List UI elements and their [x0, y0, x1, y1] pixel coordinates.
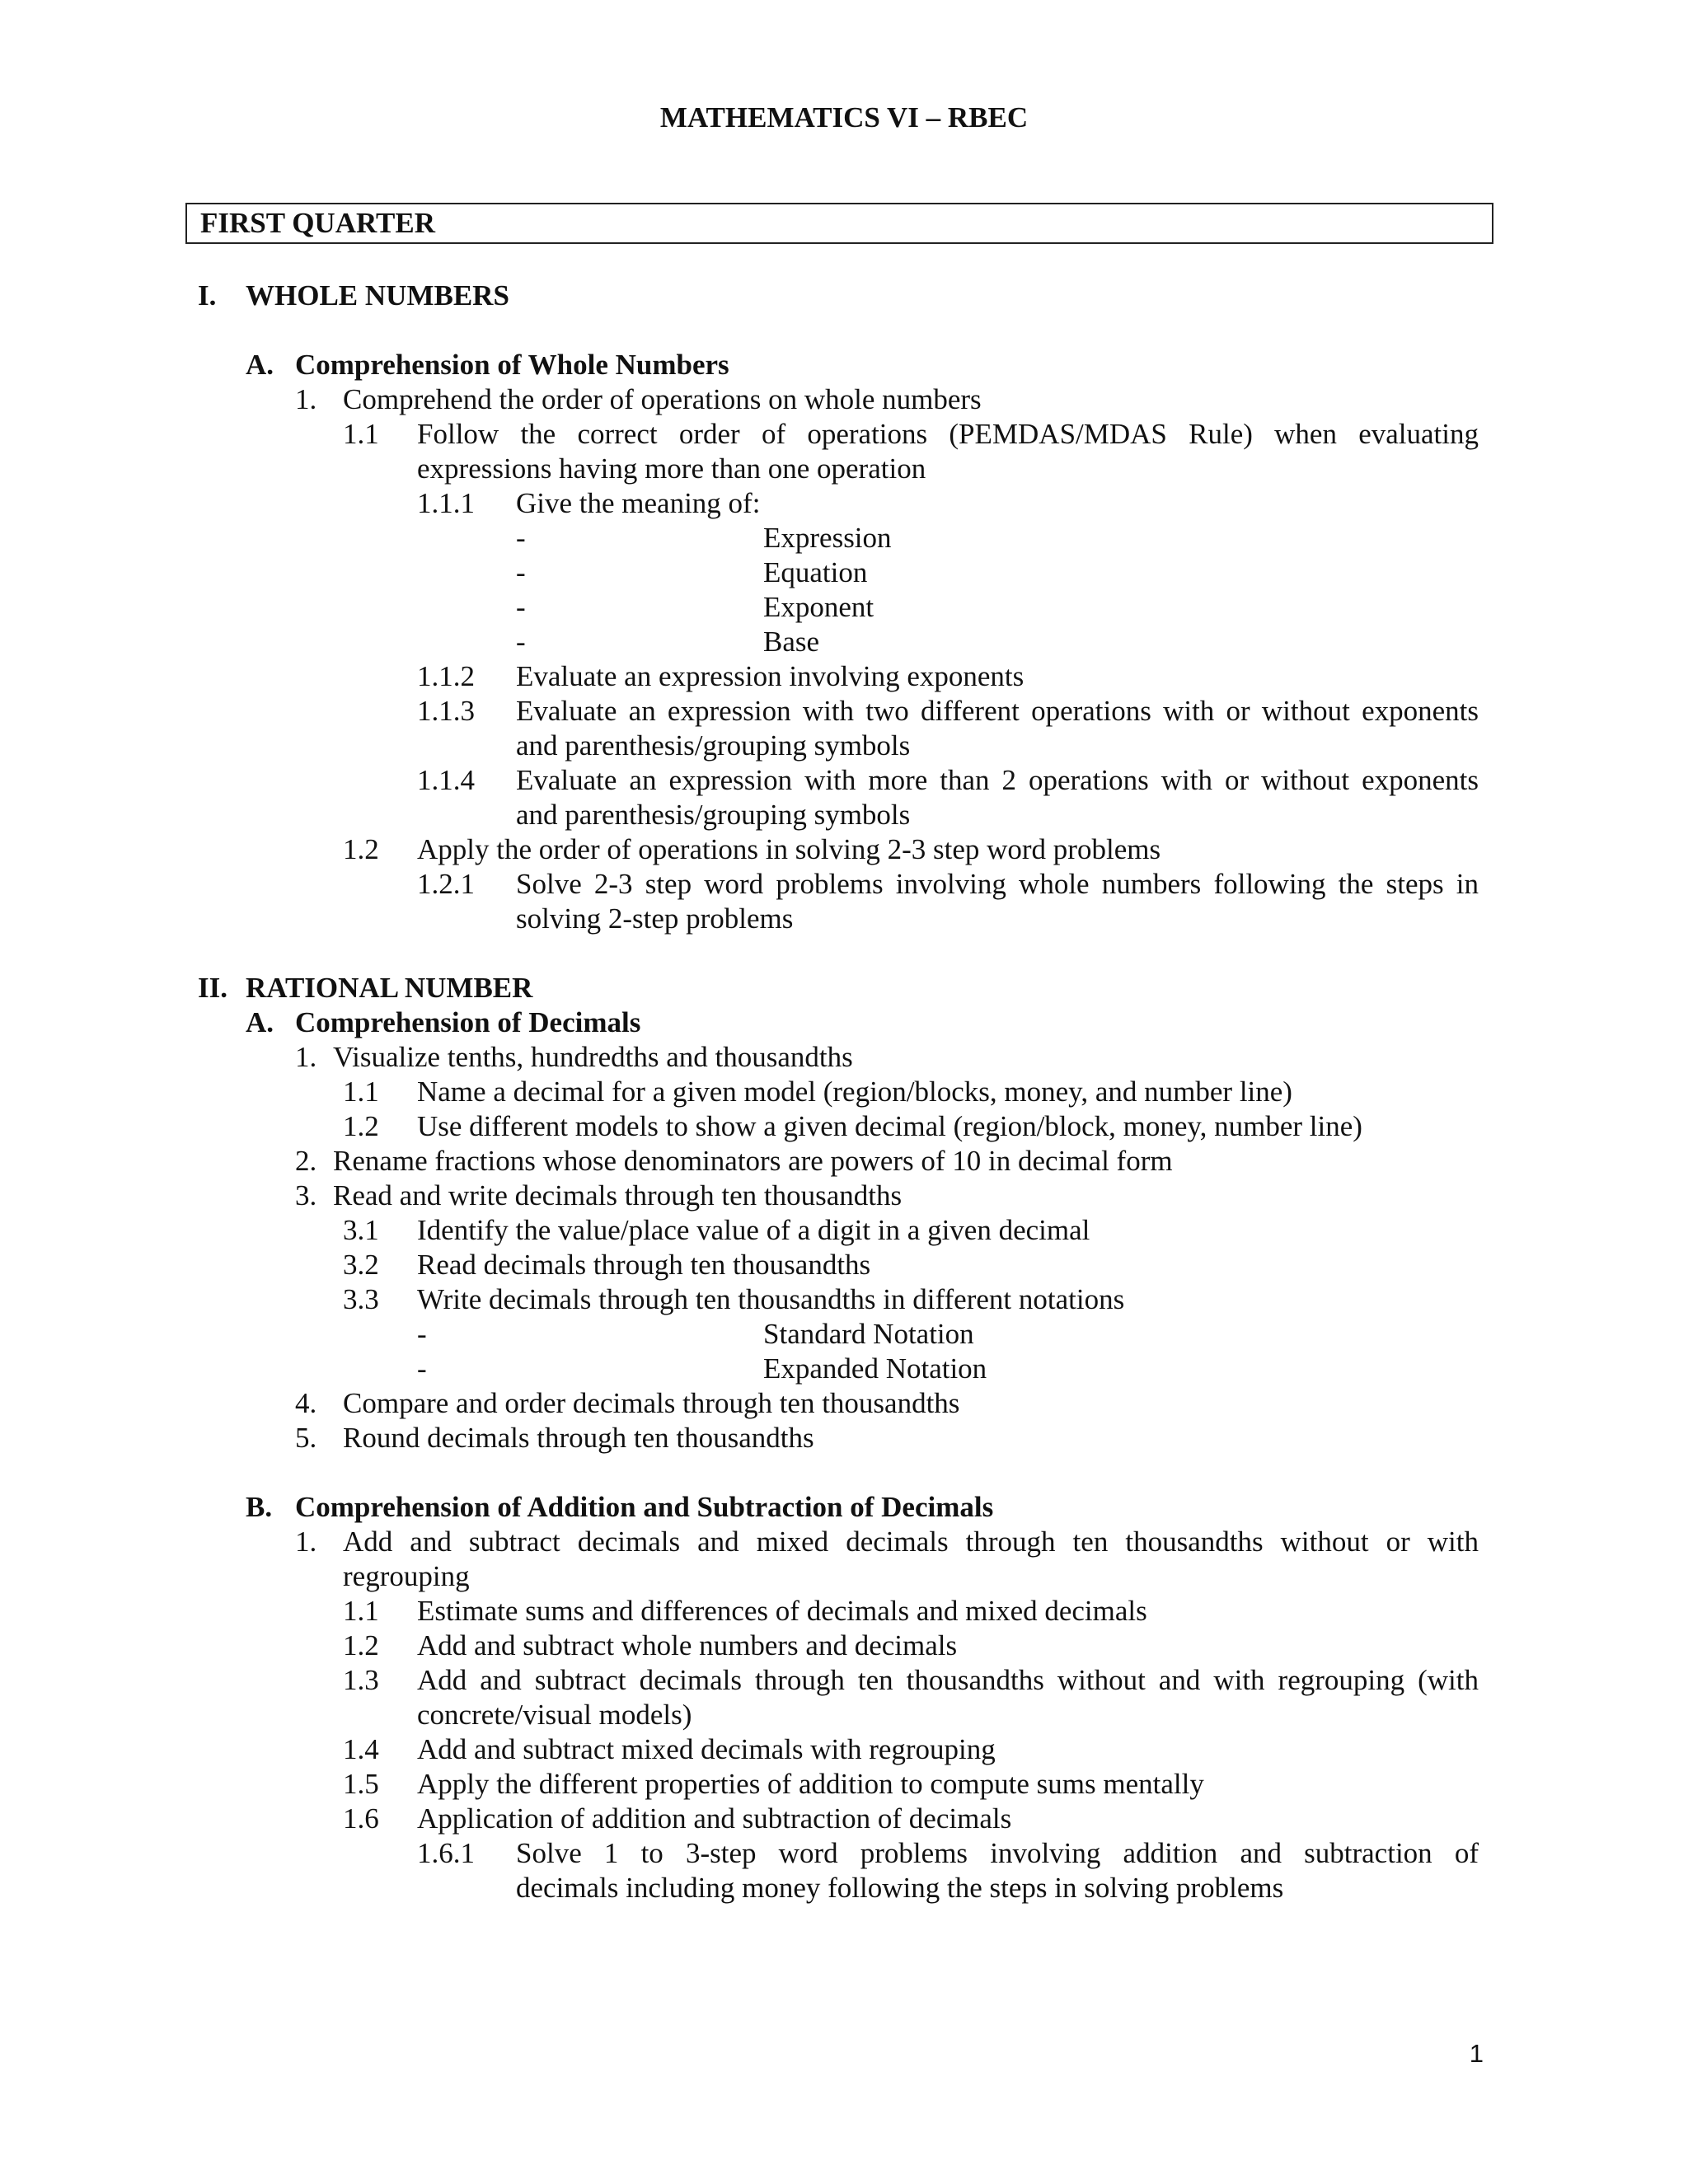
item-number: 1.6 [343, 1802, 379, 1835]
item-number: 1.1.2 [417, 660, 475, 692]
item-number: 1. [295, 1041, 317, 1073]
item-text-continued: concrete/visual models) [417, 1699, 692, 1731]
item-text: Add and subtract decimals and mixed decimals through ten thousandths without or with [343, 1526, 1479, 1558]
dash-bullet: - [516, 626, 526, 658]
quarter-heading-box: FIRST QUARTER [185, 203, 1493, 244]
item-text-continued: and parenthesis/grouping symbols [516, 799, 911, 831]
item-text: Add and subtract mixed decimals with regrouping [417, 1733, 996, 1765]
item-number: 1. [295, 1526, 317, 1558]
item-number: 1.1.1 [417, 487, 475, 519]
item-number: 5. [295, 1422, 317, 1454]
item-text-continued: expressions having more than one operation [417, 452, 926, 485]
item-text: Apply the order of operations in solving 2-3 step word problems [417, 833, 1161, 865]
item-text: Estimate sums and differences of decimals and mixed decimals [417, 1595, 1147, 1627]
term-expression: Expression [763, 522, 892, 554]
subsection-letter: A. [246, 349, 274, 381]
dash-bullet: - [417, 1318, 427, 1350]
item-number: 3. [295, 1179, 317, 1212]
item-text: Evaluate an expression with two different operations with or without exponents [516, 695, 1479, 727]
subsection-title: Comprehension of Decimals [295, 1006, 641, 1038]
dash-bullet: - [516, 522, 526, 554]
item-text: Add and subtract decimals through ten thousandths without and with regrouping (with [417, 1664, 1479, 1696]
item-text: Rename fractions whose denominators are powers of 10 in decimal form [333, 1145, 1173, 1177]
item-text: Use different models to show a given decimal (region/block, money, number line) [417, 1110, 1362, 1142]
subsection-letter: A. [246, 1006, 274, 1038]
subsection-title: Comprehension of Whole Numbers [295, 349, 729, 381]
item-text: Solve 1 to 3-step word problems involving addition and subtraction of [516, 1837, 1479, 1869]
item-number: 1.2.1 [417, 868, 475, 900]
item-text: Application of addition and subtraction of decimals [417, 1802, 1012, 1835]
item-text-continued: decimals including money following the steps in solving problems [516, 1872, 1284, 1904]
item-number: 3.1 [343, 1214, 379, 1246]
dash-bullet: - [516, 591, 526, 623]
item-text: Read decimals through ten thousandths [417, 1249, 871, 1281]
item-number: 1.1 [343, 1076, 379, 1108]
item-number: 1.5 [343, 1768, 379, 1800]
notation-expanded: Expanded Notation [763, 1352, 987, 1385]
item-number: 2. [295, 1145, 317, 1177]
item-number: 1.1.4 [417, 764, 475, 796]
item-text: Write decimals through ten thousandths in different notations [417, 1283, 1125, 1315]
item-number: 3.2 [343, 1249, 379, 1281]
item-text: Evaluate an expression with more than 2 operations with or without exponents [516, 764, 1479, 796]
item-text: Add and subtract whole numbers and decimals [417, 1629, 958, 1661]
item-text: Follow the correct order of operations (PEMDAS/MDAS Rule) when evaluating [417, 418, 1479, 450]
item-text-continued: regrouping [343, 1560, 470, 1592]
item-number: 1.2 [343, 1110, 379, 1142]
item-number: 1.1 [343, 418, 379, 450]
section-title: WHOLE NUMBERS [246, 279, 509, 312]
item-number: 1.1 [343, 1595, 379, 1627]
item-number: 1. [295, 383, 317, 415]
item-number: 1.3 [343, 1664, 379, 1696]
subsection-title: Comprehension of Addition and Subtraction of Decimals [295, 1491, 994, 1523]
item-number: 1.2 [343, 1629, 379, 1661]
item-text: Identify the value/place value of a digit in a given decimal [417, 1214, 1090, 1246]
item-number: 1.1.3 [417, 695, 475, 727]
term-base: Base [763, 626, 820, 658]
item-number: 3.3 [343, 1283, 379, 1315]
section-title: RATIONAL NUMBER [246, 972, 533, 1004]
item-text: Solve 2-3 step word problems involving whole numbers following the steps in [516, 868, 1479, 900]
item-text: Round decimals through ten thousandths [343, 1422, 814, 1454]
item-text: Read and write decimals through ten thousandths [333, 1179, 903, 1212]
document-title: MATHEMATICS VI – RBEC [659, 101, 1029, 134]
item-number: 4. [295, 1387, 317, 1419]
notation-standard: Standard Notation [763, 1318, 974, 1350]
dash-bullet: - [516, 556, 526, 588]
item-text: Give the meaning of: [516, 487, 761, 519]
subsection-letter: B. [246, 1491, 273, 1523]
item-number: 1.6.1 [417, 1837, 475, 1869]
page-number: 1 [1469, 2039, 1484, 2068]
dash-bullet: - [417, 1352, 427, 1385]
item-text: Comprehend the order of operations on whole numbers [343, 383, 982, 415]
term-equation: Equation [763, 556, 868, 588]
item-text-continued: solving 2-step problems [516, 902, 794, 935]
item-text: Evaluate an expression involving exponents [516, 660, 1025, 692]
section-number: II. [198, 972, 227, 1004]
item-text: Compare and order decimals through ten thousandths [343, 1387, 960, 1419]
item-text: Visualize tenths, hundredths and thousandths [333, 1041, 853, 1073]
term-exponent: Exponent [763, 591, 874, 623]
item-number: 1.4 [343, 1733, 379, 1765]
item-number: 1.2 [343, 833, 379, 865]
item-text: Name a decimal for a given model (region/blocks, money, and number line) [417, 1076, 1292, 1108]
item-text-continued: and parenthesis/grouping symbols [516, 729, 911, 762]
section-number: I. [198, 279, 217, 312]
item-text: Apply the different properties of addition to compute sums mentally [417, 1768, 1204, 1800]
